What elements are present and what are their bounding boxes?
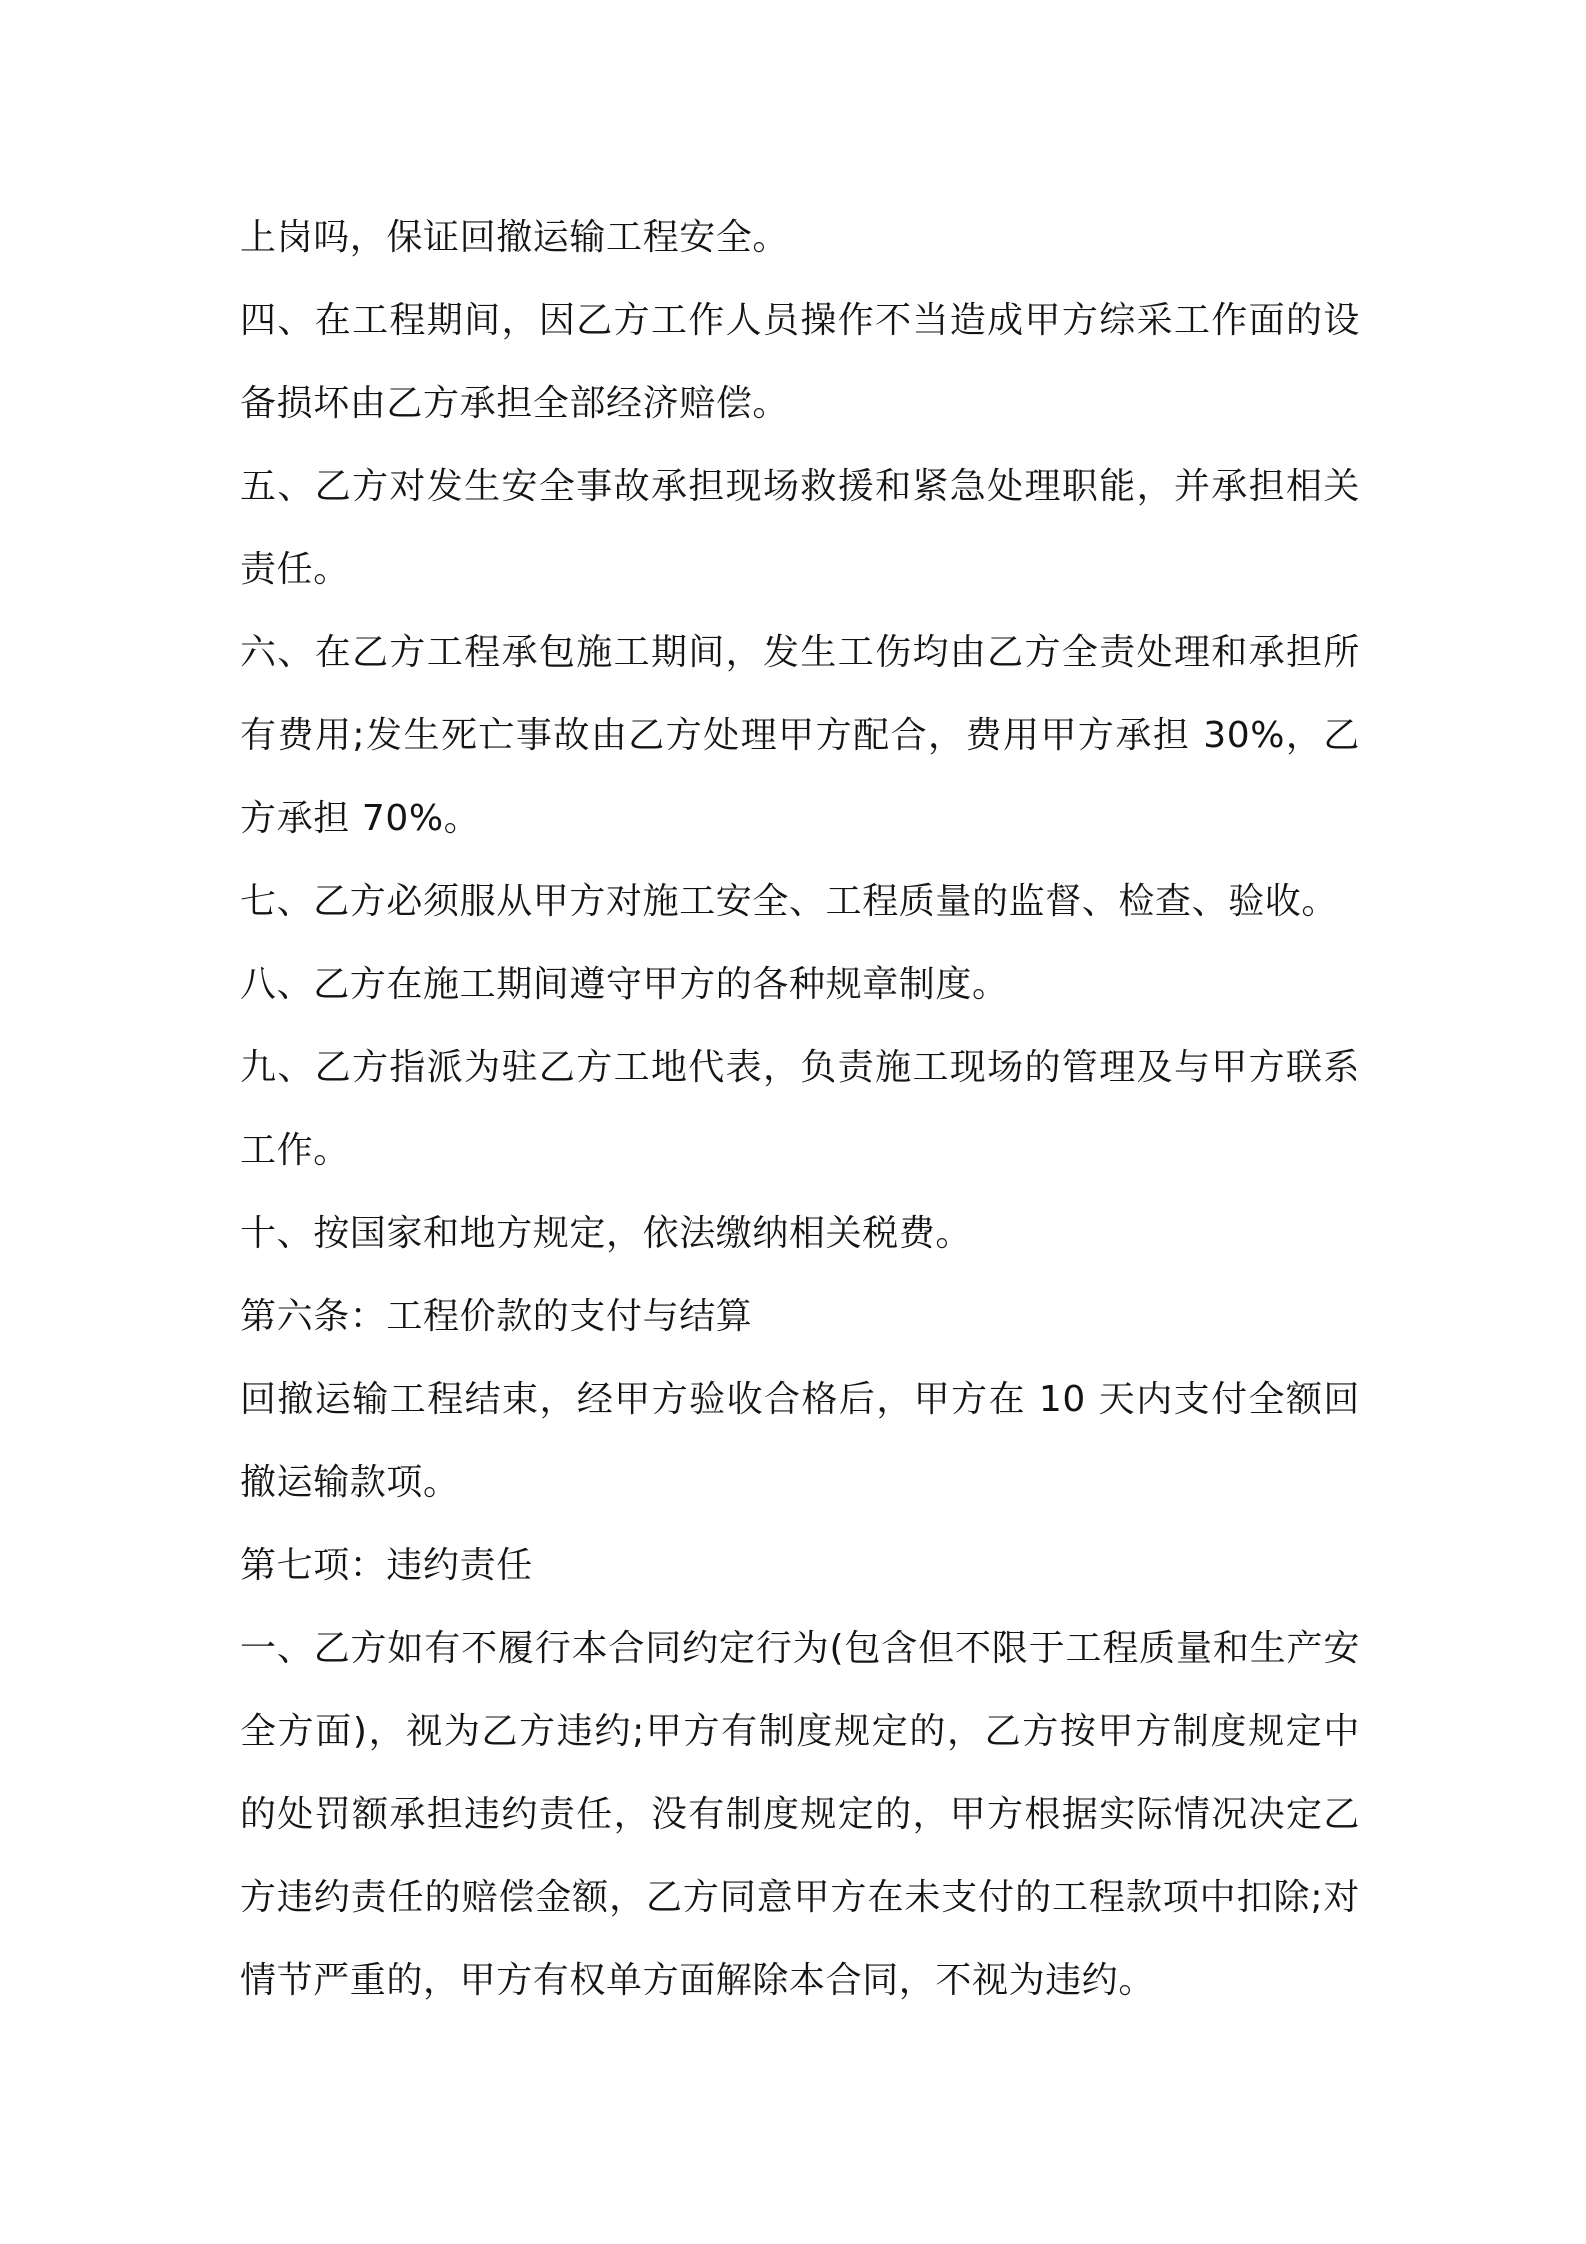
- clause-9: 九、乙方指派为驻乙方工地代表，负责施工现场的管理及与甲方联系工作。: [240, 1047, 1360, 1171]
- clause-6: 六、在乙方工程承包施工期间，发生工伤均由乙方全责处理和承担所有费用;发生死亡事故由乙方处理甲方配合，费用甲方承担 30%，乙方承担 70%。: [240, 632, 1360, 839]
- article-7-heading: 第七项：违约责任: [240, 1545, 533, 1586]
- article-6-body: 回撤运输工程结束，经甲方验收合格后，甲方在 10 天内支付全额回撤运输款项。: [240, 1379, 1360, 1503]
- clause-7: 七、乙方必须服从甲方对施工安全、工程质量的监督、检查、验收。: [240, 881, 1339, 922]
- clause-10: 十、按国家和地方规定，依法缴纳相关税费。: [240, 1213, 973, 1254]
- clause-5: 五、乙方对发生安全事故承担现场救援和紧急处理职能，并承担相关责任。: [240, 466, 1360, 590]
- article-6-heading: 第六条：工程价款的支付与结算: [240, 1296, 753, 1337]
- clause-8: 八、乙方在施工期间遵守甲方的各种规章制度。: [240, 964, 1009, 1005]
- paragraph-continuation: 上岗吗，保证回撤运输工程安全。: [240, 217, 790, 258]
- clause-4: 四、在工程期间，因乙方工作人员操作不当造成甲方综采工作面的设备损坏由乙方承担全部经济赔偿。: [240, 300, 1360, 424]
- document-body: [240, 196, 1360, 2022]
- article-7-clause-1: 一、乙方如有不履行本合同约定行为(包含但不限于工程质量和生产安全方面)，视为乙方违约;甲方有制度规定的，乙方按甲方制度规定中的处罚额承担违约责任，没有制度规定的，甲方根据实际情况决定乙方违约责任的赔偿金额，乙方同意甲方在未支付的工程款项中扣除;对情节严重的，甲方有权单方面解除本合同，不视为违约。: [240, 1628, 1360, 2001]
